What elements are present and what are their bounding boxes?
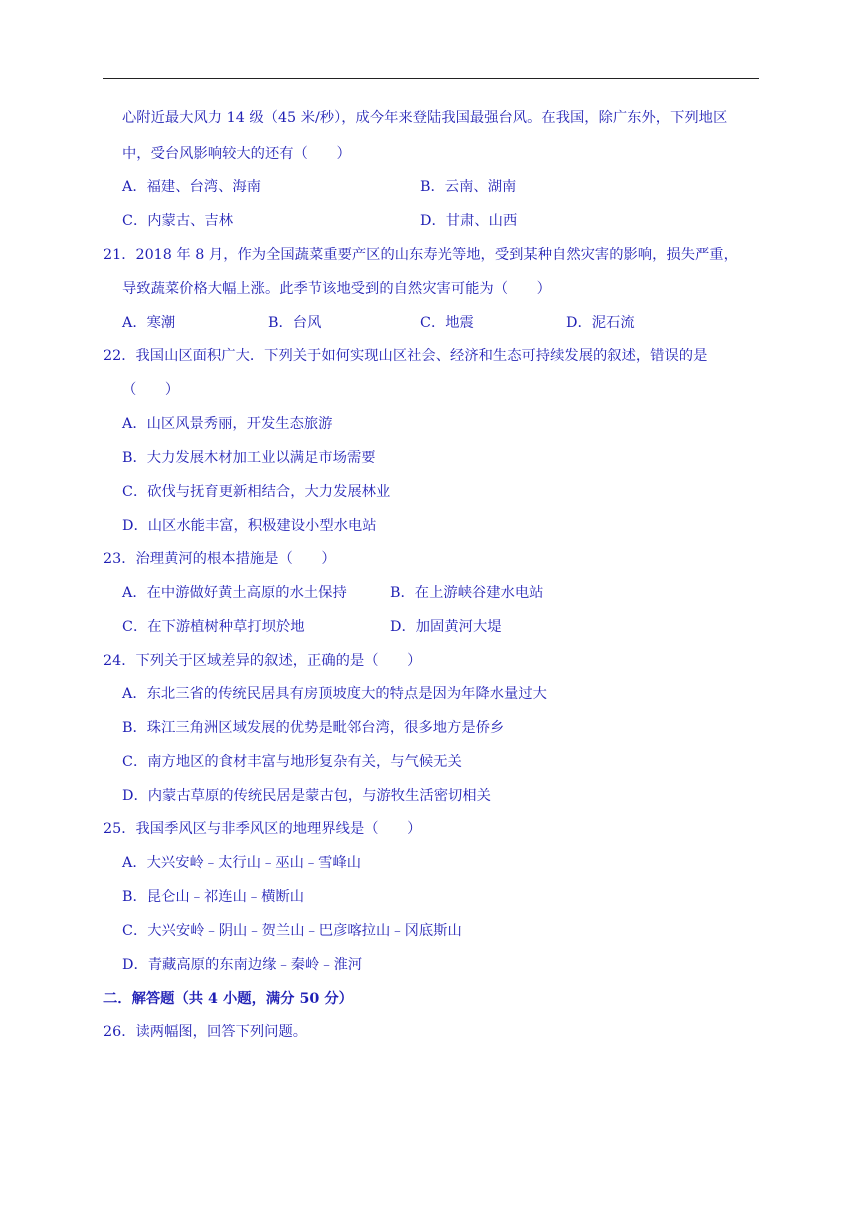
q23-option-b: B．在上游峡谷建水电站 — [390, 585, 544, 601]
q20-stem-line2: 中，受台风影响较大的还有（ ） — [122, 146, 351, 162]
q25-option-c: C．大兴安岭﹣阴山﹣贺兰山﹣巴彦喀拉山﹣冈底斯山 — [122, 923, 462, 939]
q22-stem-line1: 22．我国山区面积广大．下列关于如何实现山区社会、经济和生态可持续发展的叙述，错误的是 — [103, 348, 708, 364]
q20-option-d: D．甘肃、山西 — [420, 213, 518, 229]
q24-option-d: D．内蒙古草原的传统民居是蒙古包，与游牧生活密切相关 — [122, 788, 491, 804]
header-rule — [103, 78, 759, 79]
q23-option-c: C．在下游植树种草打坝於地 — [122, 619, 305, 635]
q22-option-b: B．大力发展木材加工业以满足市场需要 — [122, 450, 376, 466]
q21-option-a: A．寒潮 — [122, 315, 176, 331]
q24-option-b: B．珠江三角洲区域发展的优势是毗邻台湾，很多地方是侨乡 — [122, 720, 505, 736]
q20-option-b: B．云南、湖南 — [420, 179, 517, 195]
q24-option-a: A．东北三省的传统民居具有房顶坡度大的特点是因为年降水量过大 — [122, 686, 547, 702]
q25-stem-line1: 25．我国季风区与非季风区的地理界线是（ ） — [103, 821, 422, 837]
q23-option-a: A．在中游做好黄土高原的水土保持 — [122, 585, 347, 601]
q25-option-d: D．青藏高原的东南边缘﹣秦岭﹣淮河 — [122, 957, 363, 973]
q20-stem-line1: 心附近最大风力 14 级（45 米/秒），成今年来登陆我国最强台风。在我国，除广东外，下列地区 — [122, 110, 728, 126]
q26-stem-line1: 26．读两幅图，回答下列问题。 — [103, 1024, 308, 1040]
q21-option-b: B．台风 — [268, 315, 322, 331]
q25-option-b: B．昆仑山﹣祁连山﹣横断山 — [122, 889, 305, 905]
q22-option-d: D．山区水能丰富，积极建设小型水电站 — [122, 518, 377, 534]
q24-option-c: C．南方地区的食材丰富与地形复杂有关，与气候无关 — [122, 754, 462, 770]
q22-option-c: C．砍伐与抚育更新相结合，大力发展林业 — [122, 484, 391, 500]
q21-option-d: D．泥石流 — [566, 315, 635, 331]
q24-stem-line1: 24．下列关于区域差异的叙述，正确的是（ ） — [103, 653, 422, 669]
q21-option-c: C．地震 — [420, 315, 474, 331]
q21-stem-line2: 导致蔬菜价格大幅上涨。此季节该地受到的自然灾害可能为（ ） — [122, 281, 551, 297]
q23-stem-line1: 23．治理黄河的根本措施是（ ） — [103, 551, 336, 567]
q23-option-d: D．加固黄河大堤 — [390, 619, 502, 635]
q22-stem-line2: （ ） — [122, 382, 180, 398]
q22-option-a: A．山区风景秀丽，开发生态旅游 — [122, 416, 333, 432]
q21-stem-line1: 21．2018 年 8 月，作为全国蔬菜重要产区的山东寿光等地，受到某种自然灾害的影响，损失严重， — [103, 247, 738, 263]
q20-option-a: A．福建、台湾、海南 — [122, 179, 261, 195]
section2-heading: 二．解答题（共 4 小题，满分 50 分） — [103, 991, 353, 1007]
q20-option-c: C．内蒙古、吉林 — [122, 213, 234, 229]
q25-option-a: A．大兴安岭﹣太行山﹣巫山﹣雪峰山 — [122, 855, 362, 871]
